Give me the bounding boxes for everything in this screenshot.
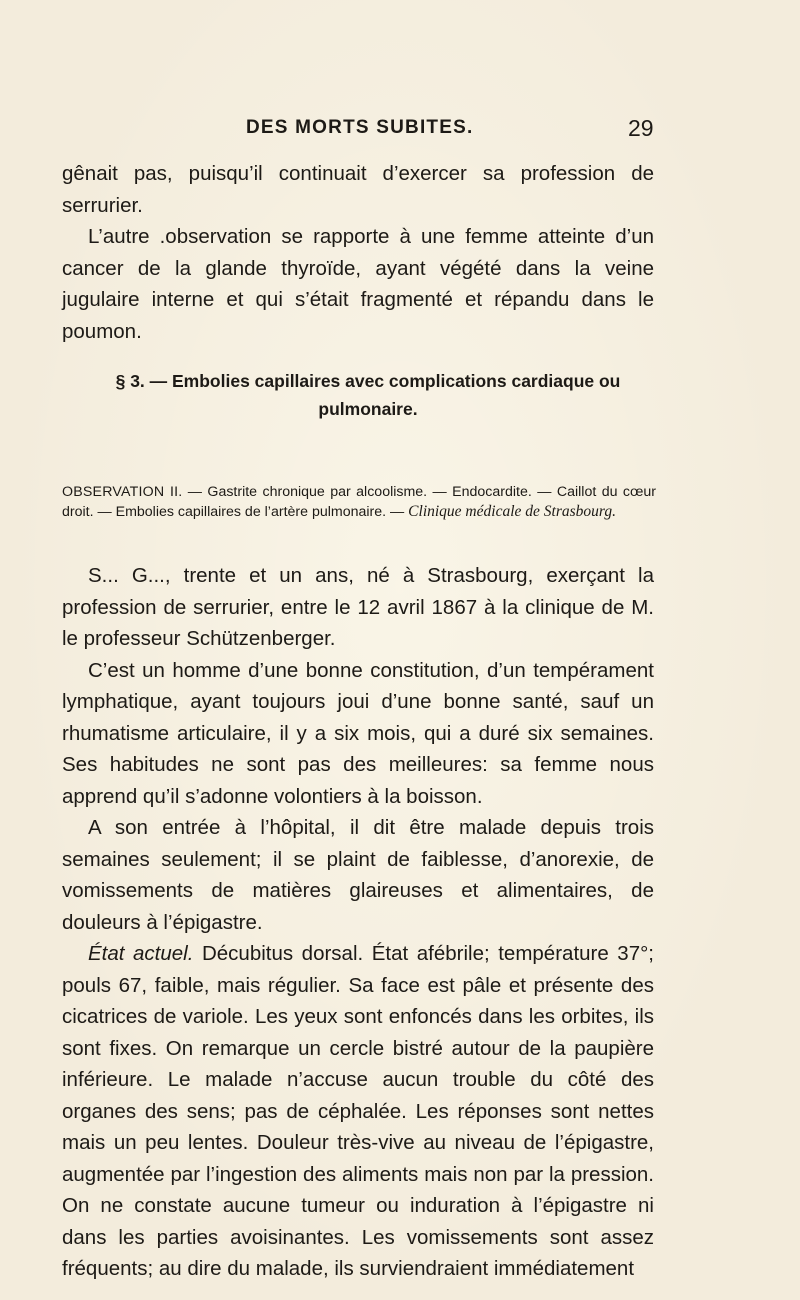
observation-source: Clinique médicale de Strasbourg. <box>408 503 616 520</box>
paragraph-other-observation: L’autre .observation se rapporte à une femme atteinte d’un cancer de la glande thyroïde, ayant végété dans la veine jugulaire interne et qui s’était fragmenté et répandu dans le poumon. <box>62 225 654 343</box>
etat-actuel-label: État actuel. <box>88 942 194 965</box>
paragraph-admission: A son entrée à l’hôpital, il dit être malade depuis trois semaines seulement; il se plaint de faiblesse, d’anorexie, de vomissements de matières glaireuses et alimentaires, de douleurs à l’épigastre. <box>62 816 654 934</box>
paragraph-patient-intro: S... G..., trente et un ans, né à Strasbourg, exerçant la profession de serrurier, entre le 12 avril 1867 à la clinique de M. le professeur Schützenberger. <box>62 564 654 650</box>
observation-label: OBSERVATION II. <box>62 484 183 500</box>
paragraph-constitution: C’est un homme d’une bonne constitution, d’un tempérament lymphatique, ayant toujours joui d’une bonne santé, sauf un rhumatisme articulaire, il y a six mois, qui a duré six semaines. Ses habitudes ne sont pas des meilleures: sa femme nous apprend qu’il s’adonne volontiers à la boisson. <box>62 658 654 808</box>
observation-description: — Gastrite chronique par alcoolisme. — Endocardite. — Caillot du cœur droit. — Embolies capillaires de l’artère pulmonaire. — <box>62 484 656 520</box>
case-history <box>62 560 654 1285</box>
running-title: DES MORTS SUBITES. <box>246 117 474 138</box>
paragraph-continuation: gênait pas, puisqu’il continuait d’exercer sa profession de serrurier. <box>62 162 654 217</box>
page-number: 29 <box>628 115 654 141</box>
opening-paragraphs <box>62 158 654 347</box>
section-heading: § 3. — Embolies capillaires avec complications cardiaque ou pulmonaire. <box>115 371 621 419</box>
etat-actuel-text: Décubitus dorsal. État afébrile; température 37°; pouls 67, faible, mais régulier. Sa face est pâle et présente des cicatrices de variole. Les yeux sont enfoncés dans les orbites, ils sont fixes. On remarque un cercle bistré autour de la paupière inférieure. Le malade n’accuse aucun trouble du côté des organes des sens; pas de céphalée. Les réponses sont nettes mais un peu lentes. Douleur très-vive au niveau de l’épigastre, augmentée par l’ingestion des aliments mais non par la pression. On ne constate aucune tumeur ou induration à l’épigastre ni dans les parties avoisinantes. Les vomissements sont assez fréquents; au dire du malade, ils surviendraient immédiatement <box>62 942 655 1280</box>
paragraph-etat-actuel <box>62 938 654 1285</box>
observation-summary <box>62 482 656 522</box>
running-head <box>0 114 800 144</box>
